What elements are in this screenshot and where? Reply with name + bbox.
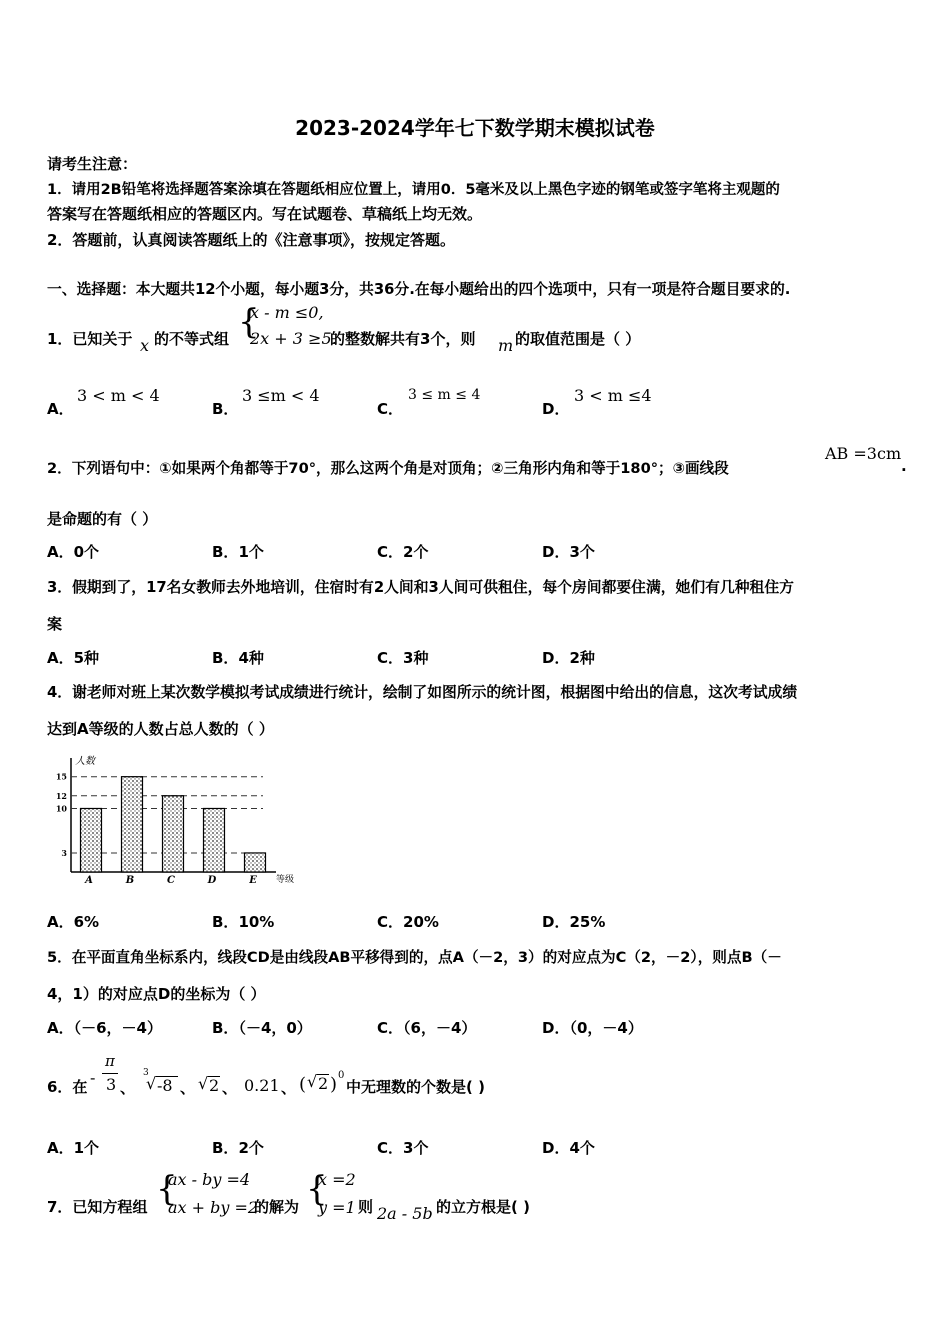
q2-option-a-value: 0个	[73, 543, 100, 561]
q7-expression: 2a - 5b	[377, 1204, 433, 1223]
q7-brace-2: {	[306, 1169, 328, 1209]
q6-paren-radicand: 2	[318, 1074, 329, 1093]
q6-option-a[interactable]	[47, 1137, 99, 1158]
q4-option-b-value: 10%	[238, 913, 275, 931]
q5-option-d-value: （0，－4）	[569, 1019, 643, 1037]
y-tick-label: 3	[61, 847, 67, 858]
q6-cbrt-symbol: √	[146, 1074, 157, 1093]
q7-solution-2: y =1	[318, 1198, 356, 1217]
q1-inequality-1: x - m ≤0,	[250, 303, 324, 322]
q1-option-c-value[interactable]: 3 ≤ m ≤ 4	[408, 387, 481, 403]
q6-option-d[interactable]	[542, 1137, 595, 1158]
bar-A	[81, 808, 102, 872]
q3-option-b-value: 4种	[238, 649, 264, 667]
q2-math-ab: AB =3cm	[825, 444, 902, 463]
q4-option-a-label: A．	[47, 913, 74, 931]
q2-option-c-value: 2个	[403, 543, 429, 561]
q4-option-a[interactable]	[47, 911, 99, 932]
q7-stem-d: 的立方根是( )	[436, 1198, 530, 1216]
x-tick-label: E	[249, 875, 257, 886]
q6-sep-2: 、	[180, 1079, 196, 1097]
q2-option-b[interactable]	[212, 541, 264, 562]
q5-option-a-label: A．	[47, 1019, 74, 1037]
q4-option-c[interactable]	[377, 911, 439, 932]
x-tick-label: C	[167, 875, 175, 886]
notice-heading: 请考生注意：	[47, 155, 138, 173]
q4-option-d-label: D．	[542, 913, 570, 931]
q2-option-d-label: D．	[542, 543, 570, 561]
q5-stem-a: 5．在平面直角坐标系内，线段CD是由线段AB平移得到的，点A（－2，3）的对应点为C（2，－2），则点B（－	[47, 949, 782, 966]
q1-inequality-2: 2x + 3 ≥5.	[250, 329, 337, 348]
q6-option-a-value: 1个	[73, 1139, 100, 1157]
q3-option-d-value: 2种	[569, 649, 595, 667]
q4-stem-b: 达到A等级的人数占总人数的（ ）	[47, 720, 274, 738]
notice-line-2: 2．答题前，认真阅读答题纸上的《注意事项》，按规定答题。	[47, 231, 455, 249]
q6-option-b-value: 2个	[238, 1139, 264, 1157]
y-tick-label: 15	[55, 771, 67, 782]
y-axis-label: 人数	[75, 756, 95, 767]
q6-stem-b: 中无理数的个数是( )	[346, 1078, 485, 1096]
q6-paren-sqrt-symbol: √	[307, 1072, 318, 1091]
q1-option-a-label[interactable]: A．	[47, 400, 74, 418]
q3-option-b-label: B．	[212, 649, 239, 667]
q4-option-b-label: B．	[212, 913, 239, 931]
q2-stem-b: 是命题的有（ ）	[47, 510, 158, 528]
q7-stem-b: 的解为	[254, 1198, 300, 1216]
q6-sqrt-radicand: 2	[209, 1076, 220, 1095]
q3-option-d-label: D．	[542, 649, 570, 667]
q4-option-c-value: 20%	[403, 913, 439, 931]
q3-option-b[interactable]	[212, 647, 264, 668]
x-tick-label: A	[85, 875, 93, 886]
section-heading: 一、选择题：本大题共12个小题，每小题3分，共36分.在每小题给出的四个选项中，只有一项是符合题目要求的.	[47, 281, 791, 298]
q2-option-b-label: B．	[212, 543, 239, 561]
q6-three: 3	[106, 1075, 117, 1094]
q1-option-a-value[interactable]: 3 < m < 4	[77, 386, 160, 405]
q6-option-d-label: D．	[542, 1139, 570, 1157]
q3-option-c[interactable]	[377, 647, 428, 668]
q2-option-d-value: 3个	[569, 543, 595, 561]
q6-sep-4: 、	[281, 1079, 297, 1097]
q6-option-c-value: 3个	[403, 1139, 429, 1157]
q3-stem-a: 3．假期到了，17名女教师去外地培训，住宿时有2人间和3人间可供租住，每个房间都要住满，她们有几种租住方	[47, 579, 794, 596]
bar-B	[122, 777, 143, 872]
q7-brace-1: {	[156, 1169, 178, 1209]
q6-fraction-bar	[102, 1073, 118, 1074]
page-title: 2023-2024学年七下数学期末模拟试卷	[295, 116, 655, 140]
q5-option-a[interactable]	[47, 1017, 162, 1038]
q6-neg-sign: -	[90, 1068, 96, 1087]
q4-option-d[interactable]	[542, 911, 605, 932]
q2-stem-a: 2．下列语句中：①如果两个角都等于70°，那么这两个角是对顶角；②三角形内角和等于180°；③画线段	[47, 460, 729, 477]
q5-option-a-value: （－6，－4）	[73, 1019, 162, 1037]
y-tick-label: 12	[55, 790, 67, 801]
q1-var-x: x	[140, 336, 150, 355]
q6-paren-right: )	[330, 1074, 338, 1095]
q6-option-c-label: C．	[377, 1139, 404, 1157]
y-tick-label: 10	[55, 803, 67, 814]
q1-brace: {	[238, 302, 260, 342]
q6-exponent: 0	[338, 1070, 345, 1081]
q3-option-d[interactable]	[542, 647, 595, 668]
x-tick-label: B	[125, 875, 135, 886]
q5-option-d-label: D．	[542, 1019, 570, 1037]
q5-option-b-label: B．	[212, 1019, 239, 1037]
q5-option-d[interactable]	[542, 1017, 643, 1038]
q6-paren-left: (	[299, 1074, 307, 1095]
q6-option-a-label: A．	[47, 1139, 74, 1157]
q1-option-b-value[interactable]: 3 ≤m < 4	[242, 386, 320, 405]
x-tick-label: D	[207, 875, 217, 886]
q6-cbrt-index: 3	[143, 1068, 149, 1078]
q1-option-d-value[interactable]: 3 < m ≤4	[574, 386, 652, 405]
q6-sqrt-symbol: √	[198, 1074, 209, 1093]
q5-option-b[interactable]	[212, 1017, 312, 1038]
q5-option-c[interactable]	[377, 1017, 476, 1038]
q6-option-c[interactable]	[377, 1137, 428, 1158]
q6-pi: π	[105, 1052, 115, 1070]
q7-solution-1: x =2	[318, 1170, 356, 1189]
q2-option-b-value: 1个	[238, 543, 264, 561]
notice-line-1a: 1．请用2B铅笔将选择题答案涂填在答题纸相应位置上，请用0．5毫米及以上黑色字迹的钢笔或签字笔将主观题的	[47, 182, 780, 198]
q6-stem-a: 6．在	[47, 1078, 88, 1096]
q1-var-m: m	[498, 336, 514, 355]
q6-option-d-value: 4个	[569, 1139, 595, 1157]
bar-E	[245, 853, 266, 872]
bar-C	[163, 796, 184, 872]
q4-option-a-value: 6%	[73, 913, 100, 931]
q1-stem-d: 的取值范围是（ ）	[515, 330, 641, 348]
q1-option-d-label[interactable]: D．	[542, 400, 570, 418]
q2-dot: .	[901, 457, 907, 475]
q3-option-a-label: A．	[47, 649, 74, 667]
q6-option-b-label: B．	[212, 1139, 239, 1157]
q1-stem-a: 1．已知关于	[47, 330, 133, 348]
q6-decimal: 0.21	[244, 1076, 280, 1095]
q3-option-a[interactable]	[47, 647, 99, 668]
q6-cbrt-radicand: -8	[157, 1076, 173, 1095]
q7-equation-2: ax + by =2	[168, 1198, 259, 1217]
q7-stem-c: 则	[358, 1198, 374, 1216]
q4-option-c-label: C．	[377, 913, 404, 931]
notice-line-1b: 答案写在答题纸相应的答题区内。写在试题卷、草稿纸上均无效。	[47, 205, 483, 223]
bar-chart	[48, 752, 308, 892]
q2-option-a[interactable]	[47, 541, 99, 562]
x-axis-label: 等级	[276, 875, 295, 885]
q2-option-d[interactable]	[542, 541, 595, 562]
q5-option-b-value: （－4，0）	[238, 1019, 312, 1037]
q6-option-b[interactable]	[212, 1137, 264, 1158]
q6-sep-1: 、	[120, 1079, 136, 1097]
q3-option-a-value: 5种	[73, 649, 100, 667]
q4-option-b[interactable]	[212, 911, 274, 932]
q3-option-c-label: C．	[377, 649, 404, 667]
q3-stem-b: 案	[47, 615, 63, 633]
q2-option-a-label: A．	[47, 543, 74, 561]
q4-option-d-value: 25%	[569, 913, 606, 931]
q2-option-c-label: C．	[377, 543, 404, 561]
q1-option-c-label[interactable]: C．	[377, 400, 404, 418]
q3-option-c-value: 3种	[403, 649, 429, 667]
bar-D	[204, 808, 225, 872]
q6-sep-3: 、	[222, 1079, 238, 1097]
q2-option-c[interactable]	[377, 541, 428, 562]
q4-stem-a: 4．谢老师对班上某次数学模拟考试成绩进行统计，绘制了如图所示的统计图，根据图中给出的信息，这次考试成绩	[47, 684, 798, 701]
q1-stem-c: 的整数解共有3个，则	[330, 330, 476, 348]
q5-option-c-value: （6，－4）	[403, 1019, 477, 1037]
q5-option-c-label: C．	[377, 1019, 404, 1037]
q7-equation-1: ax - by =4	[168, 1170, 251, 1189]
q1-stem-b: 的不等式组	[154, 330, 230, 348]
q1-option-b-label[interactable]: B．	[212, 400, 239, 418]
q5-stem-b: 4，1）的对应点D的坐标为（ ）	[47, 985, 266, 1003]
q7-stem-a: 7．已知方程组	[47, 1198, 148, 1216]
